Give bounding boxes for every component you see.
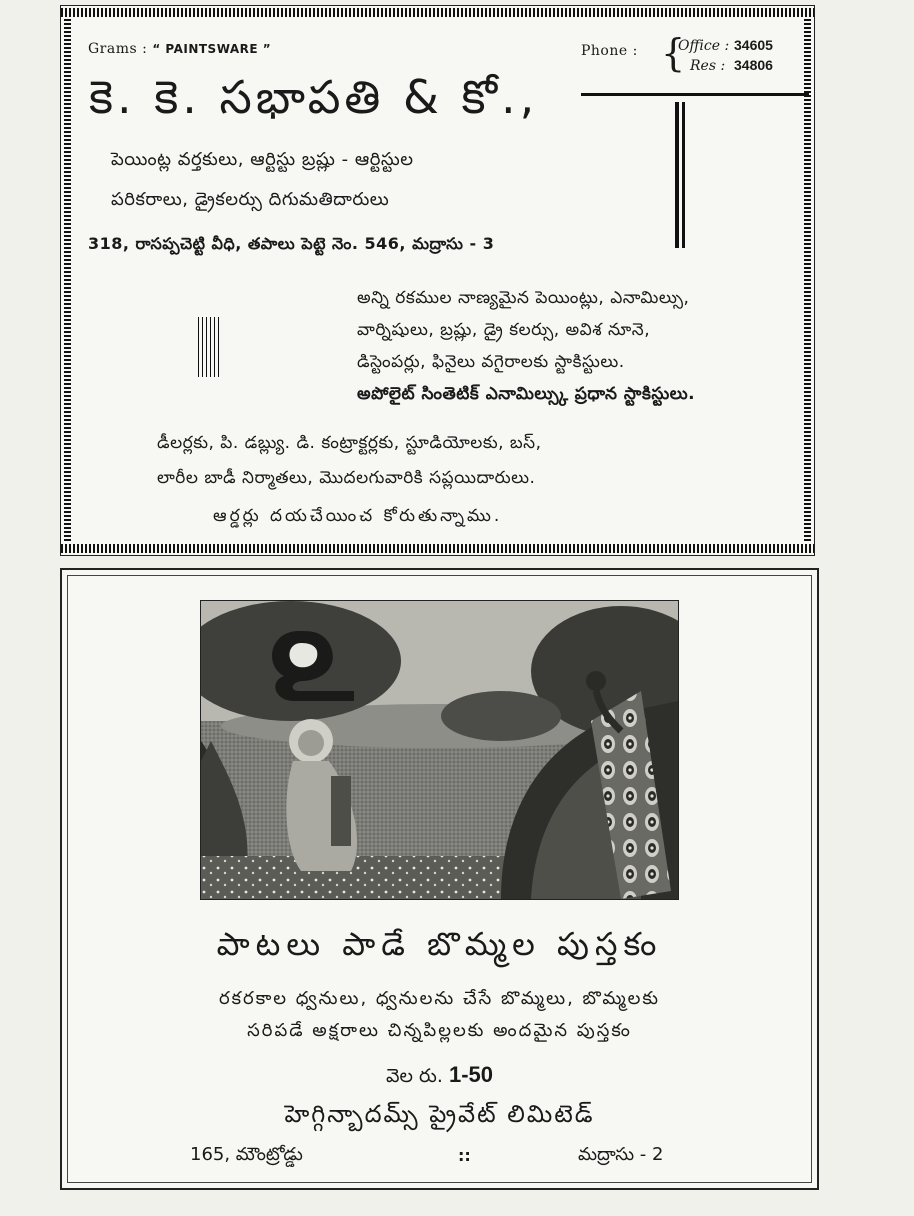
grams-label: Grams : bbox=[88, 41, 148, 57]
price-label: వెల రు. bbox=[386, 1065, 443, 1087]
firm-name: కె. కె. సభాపతి & కో., bbox=[89, 70, 539, 124]
illustration-letter: అ bbox=[229, 621, 230, 622]
bottom-border-stripe bbox=[61, 544, 814, 553]
paint-dealer-advertisement bbox=[60, 5, 815, 556]
phone-brace: { bbox=[661, 31, 686, 75]
address-separator: :: bbox=[458, 1146, 471, 1165]
products-line-1: అన్ని రకముల నాణ్యమైన పెయింట్లు, ఎనామిల్సు, bbox=[357, 288, 690, 308]
publisher-name: హెగ్గిన్బాదమ్స్ ప్రైవేట్ లిమిటెడ్ bbox=[284, 1100, 595, 1128]
book-description-2: సరిపడే అక్షరాలు చిన్నపిల్లలకు అందమైన పుస్తకం bbox=[247, 1020, 632, 1041]
hatched-ornament bbox=[198, 317, 220, 377]
publisher-city: మద్రాసు - 2 bbox=[578, 1144, 664, 1165]
illustration-krishna-peacock bbox=[200, 600, 679, 900]
tagline-line-2: పరికరాలు, డ్రైకలర్సు దిగుమతిదారులు bbox=[111, 189, 390, 210]
orders-requested: ఆర్డర్లు దయచేయించ కోరుతున్నాము. bbox=[213, 506, 503, 526]
publisher-street-address: 165, మౌంట్రోడ్డు bbox=[190, 1144, 303, 1165]
dealers-line-2: లారీల బాడీ నిర్మాతలు, మొదలగువారికి సప్లయిదారులు. bbox=[157, 468, 536, 488]
products-line-4: అపోలైట్ సింతెటిక్ ఎనామిల్స్కు ప్రధాన స్టాకిస్టులు. bbox=[357, 384, 696, 404]
decorative-rule bbox=[581, 93, 809, 96]
top-border-stripe bbox=[61, 8, 814, 17]
phone-residence: Res : 34806 bbox=[690, 57, 773, 74]
dealers-line-1: డీలర్లకు, పి. డబ్ల్యు. డి. కంట్రాక్టర్లకు, స్టూడియోలకు, బస్, bbox=[157, 433, 542, 453]
decorative-bar bbox=[675, 102, 679, 248]
picture-book-advertisement bbox=[60, 568, 819, 1190]
phone-numbers bbox=[678, 36, 773, 76]
telegram-address bbox=[88, 41, 271, 57]
decorative-bar bbox=[682, 102, 685, 248]
book-title: పాటలు పాడే బొమ్మల పుస్తకం bbox=[216, 925, 663, 963]
phone-office: Office : 34605 bbox=[678, 37, 773, 54]
products-line-3: డిస్టెంపర్లు, ఫినైలు వగైరాలకు స్టాకిస్టులు. bbox=[357, 352, 625, 372]
price-value: 1-50 bbox=[448, 1062, 493, 1087]
tagline-line-1: పెయింట్ల వర్తకులు, ఆర్టిస్టు బ్రష్లు - ఆర్టిస్టుల bbox=[111, 149, 414, 170]
right-border-stripe bbox=[804, 19, 811, 542]
book-description-1: రకరకాల ధ్వనులు, ధ్వనులను చేసే బొమ్మలు, బొమ్మలకు bbox=[218, 988, 661, 1009]
firm-address: 318, రాసప్పచెట్టి వీధి, తపాలు పెట్టె నెం. 546, మద్రాసు - 3 bbox=[88, 234, 495, 253]
phone-label: Phone : bbox=[581, 43, 638, 59]
book-price bbox=[62, 1062, 817, 1092]
products-line-2: వార్నిషులు, బ్రష్లు, డ్రై కలర్సు, అవిశ నూనె, bbox=[357, 320, 651, 340]
left-border-stripe bbox=[64, 19, 71, 542]
grams-value: “ PAINTSWARE ” bbox=[152, 42, 272, 56]
